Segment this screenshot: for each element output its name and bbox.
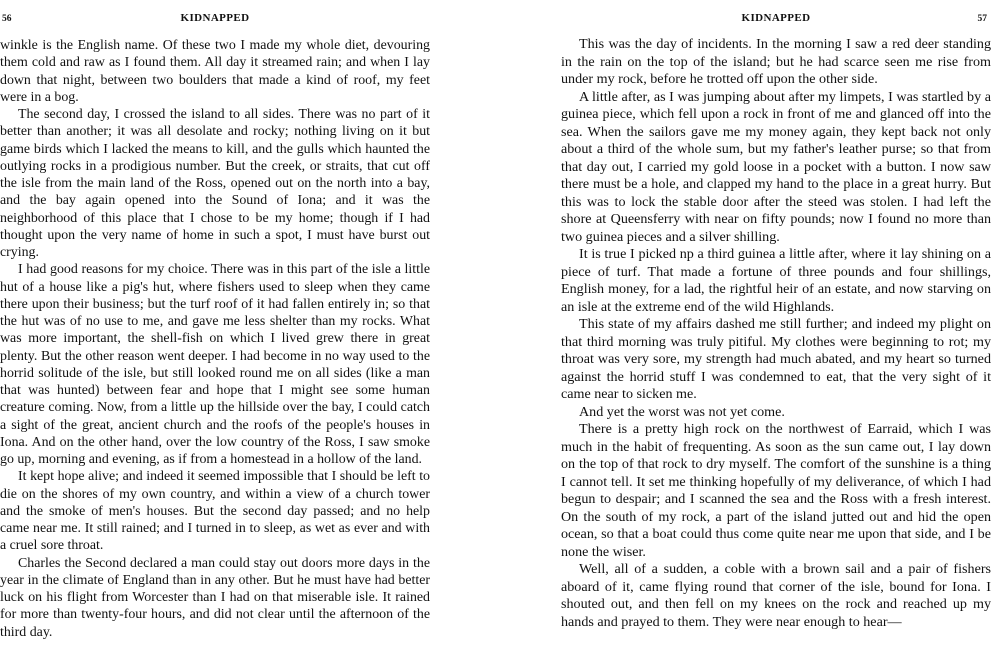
page-header xyxy=(0,12,430,28)
page-body xyxy=(561,36,991,631)
paragraph: A little after, as I was jumping about after my limpets, I was startled by a guinea piece, which fell upon a rock in front of me and glanced off into the sea. When the sailors gave me my money again, they kept back not only about a third of the whole sum, but my father's leather purse; so that from that day out, I carried my gold loose in a pocket with a button. I now saw there must be a hole, and clapped my hand to the place in a great hurry. But this was to lock the stable door after the steed was stolen. I had left the shore at Queensferry with near on fifty pounds; now I found no more than two guinea pieces and a silver shilling. xyxy=(561,88,991,245)
paragraph: It kept hope alive; and indeed it seemed impossible that I should be left to die on the shores of my own country, and within a view of a church tower and the smoke of men's houses. But the second day passed; and no help came near me. It still rained; and I turned in to sleep, as wet as ever and with a cruel sore throat. xyxy=(0,469,430,554)
left-page xyxy=(0,0,430,660)
running-head: KIDNAPPED xyxy=(741,12,811,24)
paragraph: The second day, I crossed the island to all sides. There was no part of it better than another; it was all desolate and rocky; nothing living on it but game birds which I lacked the means to kill, and the gulls which haunted the outlying rocks in a prodigious number. But the creek, or straits, that cut off the isle from the main land of the Ross, opened out on the north into a bay, and the bay again opened into the Sound of Iona; and it was the neighborhood of this place that I chose to be my home; though if I had thought upon the very name of home in such a spot, I must have burst out crying. xyxy=(0,107,430,260)
paragraph: It is true I picked np a third guinea a little after, where it lay shining on a piece of turf. That made a fortune of three pounds and four shillings, English money, for a lad, the rightful heir of an estate, and now starving on an isle at the extreme end of the wild Highlands. xyxy=(561,246,991,315)
page-number: 56 xyxy=(2,14,12,24)
page-number: 57 xyxy=(977,14,987,24)
paragraph: winkle is the English name. Of these two I made my whole diet, devouring them cold and raw as I found them. All day it streamed rain; and when I lay down that night, between two boulders that made a kind of roof, my feet were in a bog. xyxy=(0,38,430,105)
paragraph: There is a pretty high rock on the northwest of Earraid, which I was much in the habit of frequenting. As soon as the sun came out, I lay down on the top of that rock to dry myself. The comfort of the sunshine is a thing I cannot tell. It set me thinking hopefully of my deliverance, of which I had begun to despair; and I scanned the sea and the Ross with a fresh interest. On the south of my rock, a part of the island jutted out and hid the open ocean, so that a boat could thus come quite near me upon that side, and I be none the wiser. xyxy=(561,421,991,560)
paragraph: This state of my affairs dashed me still further; and indeed my plight on that third morning was truly pitiful. My clothes were beginning to rot; my throat was very sore, my strength had much abated, and my heart so turned against the horrid stuff I was condemned to eat, that the very sight of it came near to sicken me. xyxy=(561,316,991,402)
paragraph: And yet the worst was not yet come. xyxy=(579,403,785,420)
page-header xyxy=(561,12,991,28)
right-page xyxy=(561,0,991,660)
paragraph: Charles the Second declared a man could stay out doors more days in the year in the climate of England than in any other. But he must have had better luck on his flight from Worcester than I had on that miserable isle. It rained for more than twenty-four hours, and did not clear until the afternoon of the third day. xyxy=(0,555,430,640)
paragraph: Well, all of a sudden, a coble with a brown sail and a pair of fishers aboard of it, came flying round that corner of the isle, bound for Iona. I shouted out, and then fell on my knees on the rock and reached up my hands and prayed to them. They were near enough to hear— xyxy=(561,561,991,630)
paragraph: I had good reasons for my choice. There was in this part of the isle a little hut of a house like a pig's hut, where fishers used to sleep when they came there upon their business; but the turf roof of it had fallen entirely in; so that the hut was of no use to me, and gave me less shelter than my rocks. What was more important, the shell-fish on which I lived grew there in great plenty. But the other reason went deeper. I had become in no way used to the horrid solitude of the isle, but still looked round me on all sides (like a man that was hunted) between fear and hope that I might see some human creature coming. Now, from a little up the hillside over the bay, I could catch a sight of the great, ancient church and the roofs of the people's houses in Iona. And on the other hand, over the low country of the Ross, I saw smoke go up, morning and evening, as if from a homestead in a hollow of the land. xyxy=(0,262,430,467)
page-body xyxy=(0,37,430,641)
running-head: KIDNAPPED xyxy=(180,12,250,24)
paragraph: This was the day of incidents. In the morning I saw a red deer standing in the rain on the top of the island; but he had scarce seen me rise from under my rock, before he trotted off upon the other side. xyxy=(561,36,991,87)
